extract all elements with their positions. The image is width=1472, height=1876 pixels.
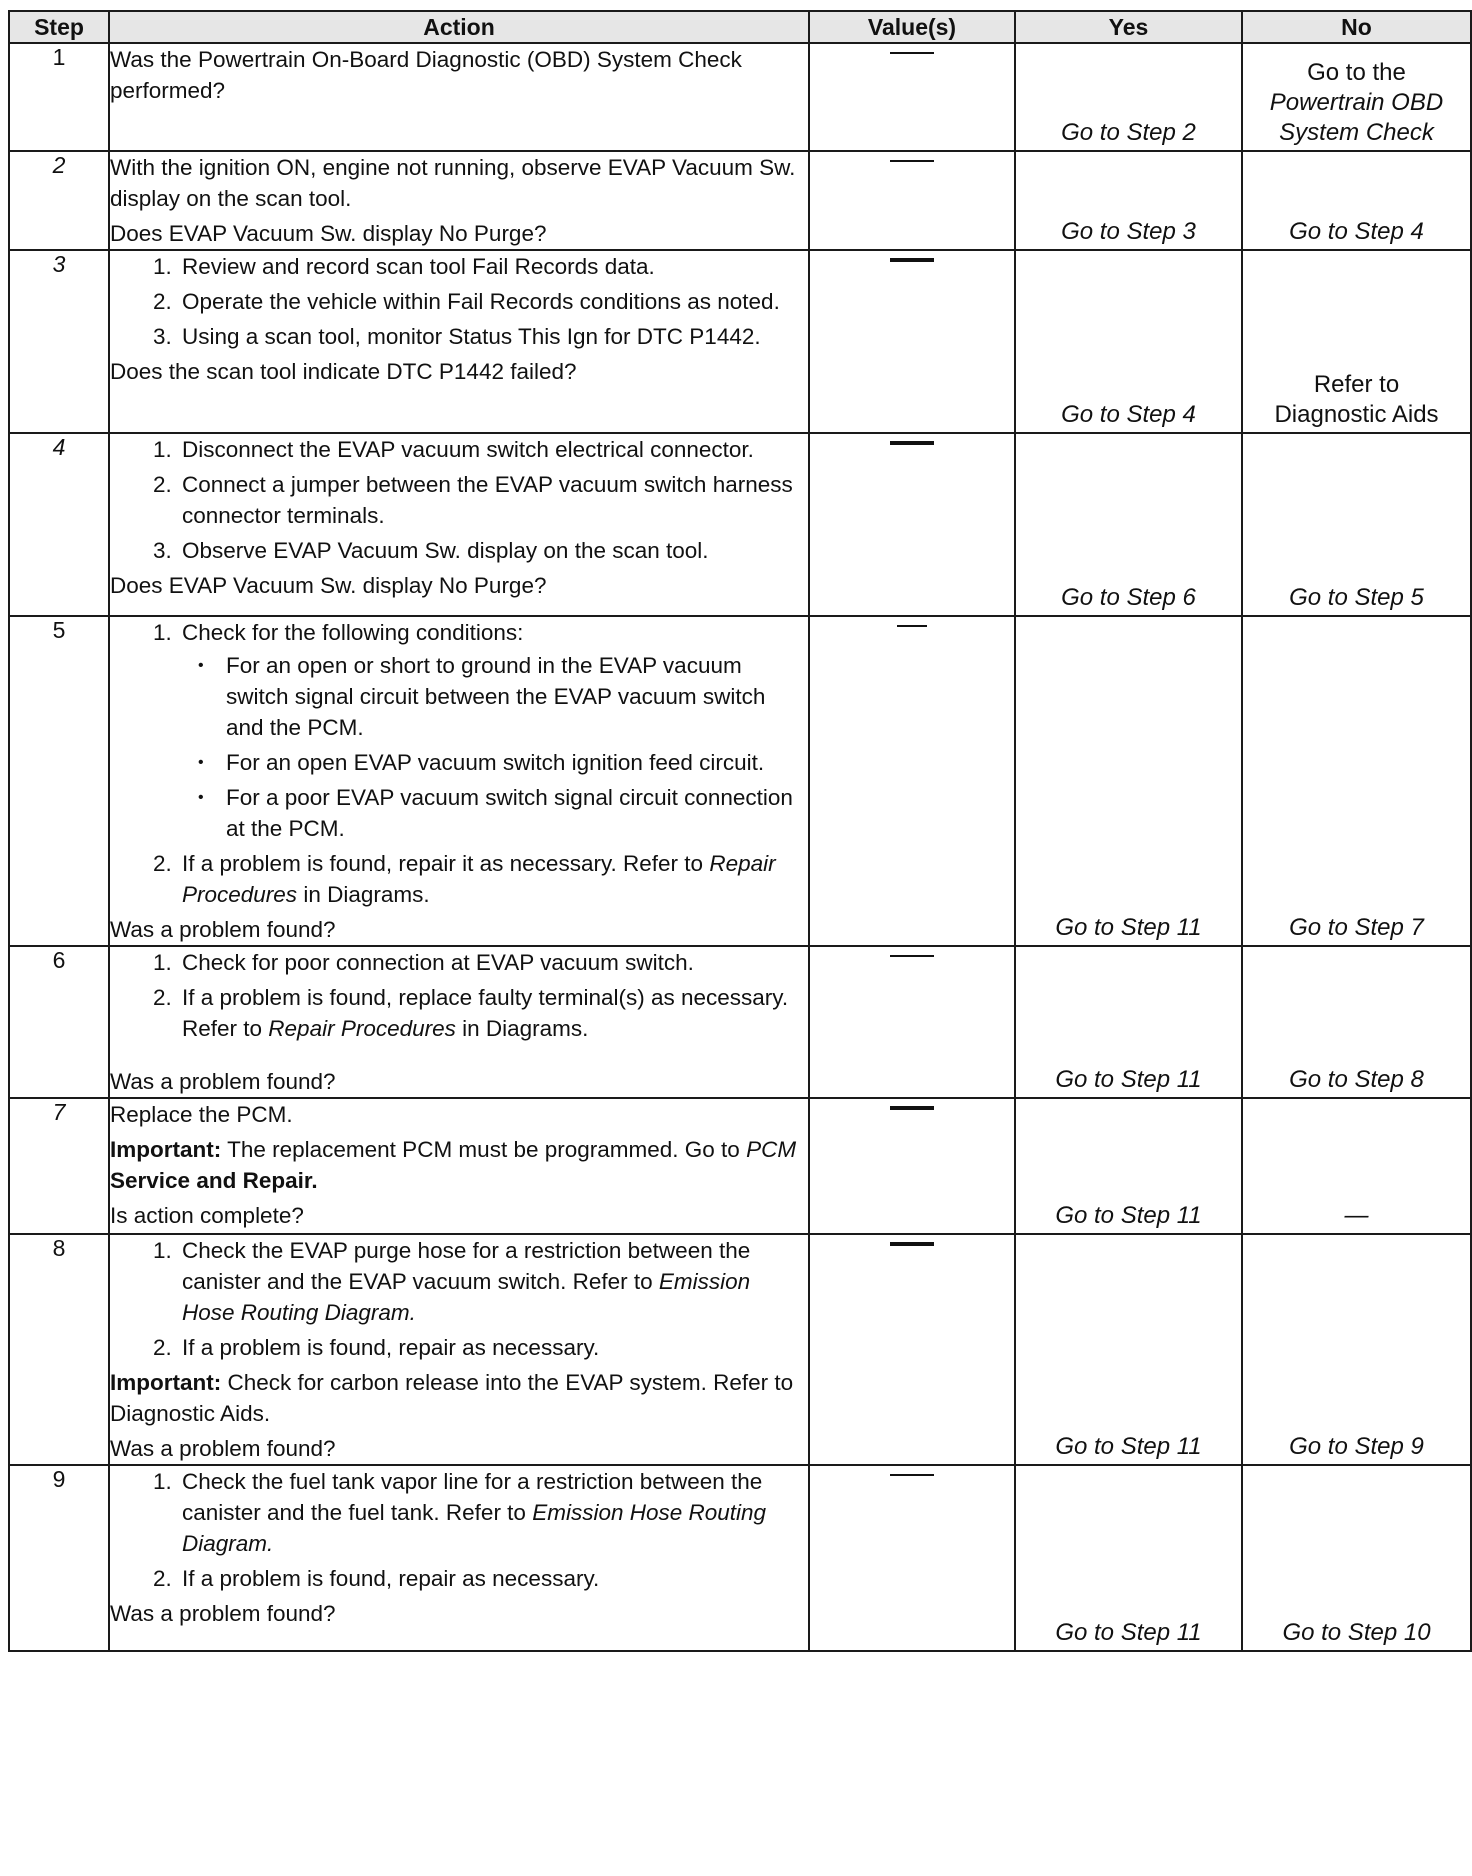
condition-item: • For a poor EVAP vacuum switch signal circuit connection at the PCM.	[222, 782, 808, 844]
action-list-item	[178, 848, 808, 910]
header-value: Value(s)	[809, 11, 1015, 43]
header-yes: Yes	[1015, 11, 1242, 43]
no-cell	[1242, 151, 1471, 250]
action-question: Does EVAP Vacuum Sw. display No Purge?	[110, 221, 547, 246]
action-list-item: 2. Operate the vehicle within Fail Records conditions as noted.	[178, 286, 808, 317]
reference-link[interactable]: Emission Hose Routing Diagram.	[182, 1500, 767, 1556]
step-number: 4	[9, 433, 109, 616]
action-question: Was a problem found?	[110, 1436, 336, 1461]
reference-link[interactable]: PCM	[746, 1137, 797, 1162]
table-row-step-8	[9, 1234, 1471, 1465]
no-link[interactable]	[1243, 58, 1470, 148]
diagnostic-table	[8, 10, 1472, 1652]
header-step: Step	[9, 11, 109, 43]
table-row-step-1	[9, 43, 1471, 151]
reference-link[interactable]: Repair Procedures	[268, 1016, 456, 1041]
action-list	[110, 1235, 808, 1363]
value-dash	[897, 625, 927, 627]
action-list	[110, 617, 808, 910]
action-text: If a problem is found, repair it as necessary. Refer to	[182, 851, 710, 876]
action-text: Check the EVAP purge hose for a restriction between the canister and the EVAP vacuum switch. Refer to	[182, 1238, 751, 1294]
no-link[interactable]: Go to Step 9	[1289, 1433, 1424, 1460]
no-link[interactable]: Go to Step 4	[1289, 218, 1424, 245]
yes-cell	[1015, 1465, 1242, 1651]
important-label: Important:	[110, 1137, 222, 1162]
value-cell	[809, 151, 1015, 250]
no-cell	[1242, 1098, 1471, 1234]
no-cell	[1242, 616, 1471, 946]
yes-cell	[1015, 616, 1242, 946]
action-cell	[109, 616, 809, 946]
condition-item: • For an open EVAP vacuum switch ignition feed circuit.	[222, 747, 808, 778]
header-no: No	[1242, 11, 1471, 43]
no-cell	[1242, 250, 1471, 433]
value-dash	[890, 1242, 934, 1246]
action-cell	[109, 1098, 809, 1234]
value-cell	[809, 946, 1015, 1098]
action-list-item: 1. Check for poor connection at EVAP vacuum switch.	[178, 947, 808, 978]
reference-link[interactable]: Emission Hose Routing Diagram.	[182, 1269, 751, 1325]
yes-link[interactable]: Go to Step 11	[1055, 914, 1202, 941]
important-text: The replacement PCM must be programmed. Go to	[221, 1137, 747, 1162]
table-row-step-7	[9, 1098, 1471, 1234]
action-list-item	[178, 982, 808, 1044]
action-list-item	[178, 1235, 808, 1328]
no-link-line: Refer to	[1313, 371, 1400, 398]
action-question: Does the scan tool indicate DTC P1442 failed?	[110, 359, 577, 384]
action-text: in Diagrams.	[455, 1016, 589, 1041]
step-number: 7	[9, 1098, 109, 1234]
action-list-item-text: Check for the following conditions:	[182, 620, 524, 645]
yes-link[interactable]: Go to Step 11	[1055, 1066, 1202, 1093]
value-cell	[809, 433, 1015, 616]
no-dash: —	[1344, 1202, 1369, 1229]
value-dash	[890, 1106, 934, 1110]
step-number: 5	[9, 616, 109, 946]
value-dash	[890, 258, 934, 262]
action-list	[110, 434, 808, 566]
action-list	[110, 251, 808, 352]
action-text: Check the fuel tank vapor line for a restriction between the canister and the fuel tank. Refer to	[182, 1469, 763, 1525]
action-list	[110, 947, 808, 1044]
no-link[interactable]: Go to Step 5	[1289, 584, 1424, 611]
no-link-line: System Check	[1279, 119, 1434, 146]
action-list-item: 1. Disconnect the EVAP vacuum switch electrical connector.	[178, 434, 808, 465]
no-link-line: Diagnostic Aids	[1274, 401, 1439, 428]
step-number: 9	[9, 1465, 109, 1651]
step-number: 8	[9, 1234, 109, 1465]
value-cell	[809, 43, 1015, 151]
table-row-step-5	[9, 616, 1471, 946]
important-text: Check for carbon release into the EVAP system. Refer to Diagnostic Aids.	[110, 1370, 794, 1426]
action-list-item	[178, 1466, 808, 1559]
value-cell	[809, 1234, 1015, 1465]
yes-cell	[1015, 946, 1242, 1098]
condition-item: • For an open or short to ground in the EVAP vacuum switch signal circuit between the EVAP vacuum switch and the PCM.	[222, 650, 808, 743]
action-list-item: 2. If a problem is found, repair as necessary.	[178, 1332, 808, 1363]
action-question: Does EVAP Vacuum Sw. display No Purge?	[110, 573, 547, 598]
yes-link[interactable]: Go to Step 11	[1055, 1619, 1202, 1646]
no-link[interactable]: Go to Step 8	[1289, 1066, 1424, 1093]
step-number: 2	[9, 151, 109, 250]
value-dash	[890, 955, 934, 957]
action-text: in Diagrams.	[297, 882, 430, 907]
yes-link[interactable]: Go to Step 2	[1061, 119, 1196, 146]
action-cell	[109, 43, 809, 151]
no-link-line: Powertrain OBD	[1269, 89, 1444, 116]
action-cell	[109, 946, 809, 1098]
yes-link[interactable]: Go to Step 3	[1061, 218, 1196, 245]
yes-link[interactable]: Go to Step 11	[1055, 1202, 1202, 1229]
value-dash	[890, 52, 934, 54]
action-cell	[109, 433, 809, 616]
header-action: Action	[109, 11, 809, 43]
action-question: Was a problem found?	[110, 917, 336, 942]
no-link[interactable]: Go to Step 7	[1289, 914, 1424, 941]
action-text: Replace the PCM.	[110, 1102, 293, 1127]
value-dash	[890, 160, 934, 162]
value-cell	[809, 250, 1015, 433]
no-cell	[1242, 1465, 1471, 1651]
table-row-step-2	[9, 151, 1471, 250]
action-list-item	[178, 617, 808, 844]
action-cell	[109, 1465, 809, 1651]
no-cell	[1242, 1234, 1471, 1465]
action-question: Is action complete?	[110, 1203, 304, 1228]
step-number: 3	[9, 250, 109, 433]
table-row-step-3	[9, 250, 1471, 433]
action-cell	[109, 1234, 809, 1465]
value-cell	[809, 616, 1015, 946]
no-link[interactable]: Go to Step 10	[1282, 1619, 1431, 1646]
action-question: Was a problem found?	[110, 1069, 336, 1094]
action-question: Was a problem found?	[110, 1601, 336, 1626]
step-number: 1	[9, 43, 109, 151]
action-list-item: 2. If a problem is found, repair as necessary.	[178, 1563, 808, 1594]
action-list	[110, 1466, 808, 1594]
value-dash	[890, 1474, 934, 1476]
no-cell	[1242, 43, 1471, 151]
no-cell	[1242, 946, 1471, 1098]
value-cell	[809, 1098, 1015, 1234]
no-link-line: Go to the	[1307, 59, 1406, 86]
value-dash	[890, 441, 934, 445]
yes-cell	[1015, 250, 1242, 433]
yes-cell	[1015, 151, 1242, 250]
action-text: With the ignition ON, engine not running, observe EVAP Vacuum Sw. display on the scan tool.	[110, 155, 796, 211]
condition-list	[182, 650, 808, 844]
yes-link[interactable]: Go to Step 6	[1061, 584, 1196, 611]
action-text: Was the Powertrain On-Board Diagnostic (OBD) System Check performed?	[110, 47, 742, 103]
action-cell	[109, 151, 809, 250]
yes-cell	[1015, 1234, 1242, 1465]
important-label: Important:	[110, 1370, 222, 1395]
no-cell	[1242, 433, 1471, 616]
action-list-item: 3. Observe EVAP Vacuum Sw. display on the scan tool.	[178, 535, 808, 566]
reference-link[interactable]: Repair Procedures	[182, 851, 776, 907]
yes-cell	[1015, 43, 1242, 151]
important-note	[110, 1367, 808, 1429]
table-row-step-6	[9, 946, 1471, 1098]
yes-link[interactable]: Go to Step 4	[1061, 401, 1196, 428]
important-note	[110, 1134, 808, 1196]
action-cell	[109, 250, 809, 433]
table-row-step-9	[9, 1465, 1471, 1651]
reference-link-bold[interactable]: Service and Repair.	[110, 1168, 318, 1193]
yes-cell	[1015, 1098, 1242, 1234]
no-link[interactable]	[1243, 370, 1470, 430]
yes-cell	[1015, 433, 1242, 616]
value-cell	[809, 1465, 1015, 1651]
action-list-item: 3. Using a scan tool, monitor Status This Ign for DTC P1442.	[178, 321, 808, 352]
header-row	[9, 11, 1471, 43]
action-list-item: 1. Review and record scan tool Fail Records data.	[178, 251, 808, 282]
action-list-item: 2. Connect a jumper between the EVAP vacuum switch harness connector terminals.	[178, 469, 808, 531]
table-row-step-4	[9, 433, 1471, 616]
yes-link[interactable]: Go to Step 11	[1055, 1433, 1202, 1460]
action-text: If a problem is found, replace faulty terminal(s) as necessary. Refer to	[182, 985, 789, 1041]
step-number: 6	[9, 946, 109, 1098]
